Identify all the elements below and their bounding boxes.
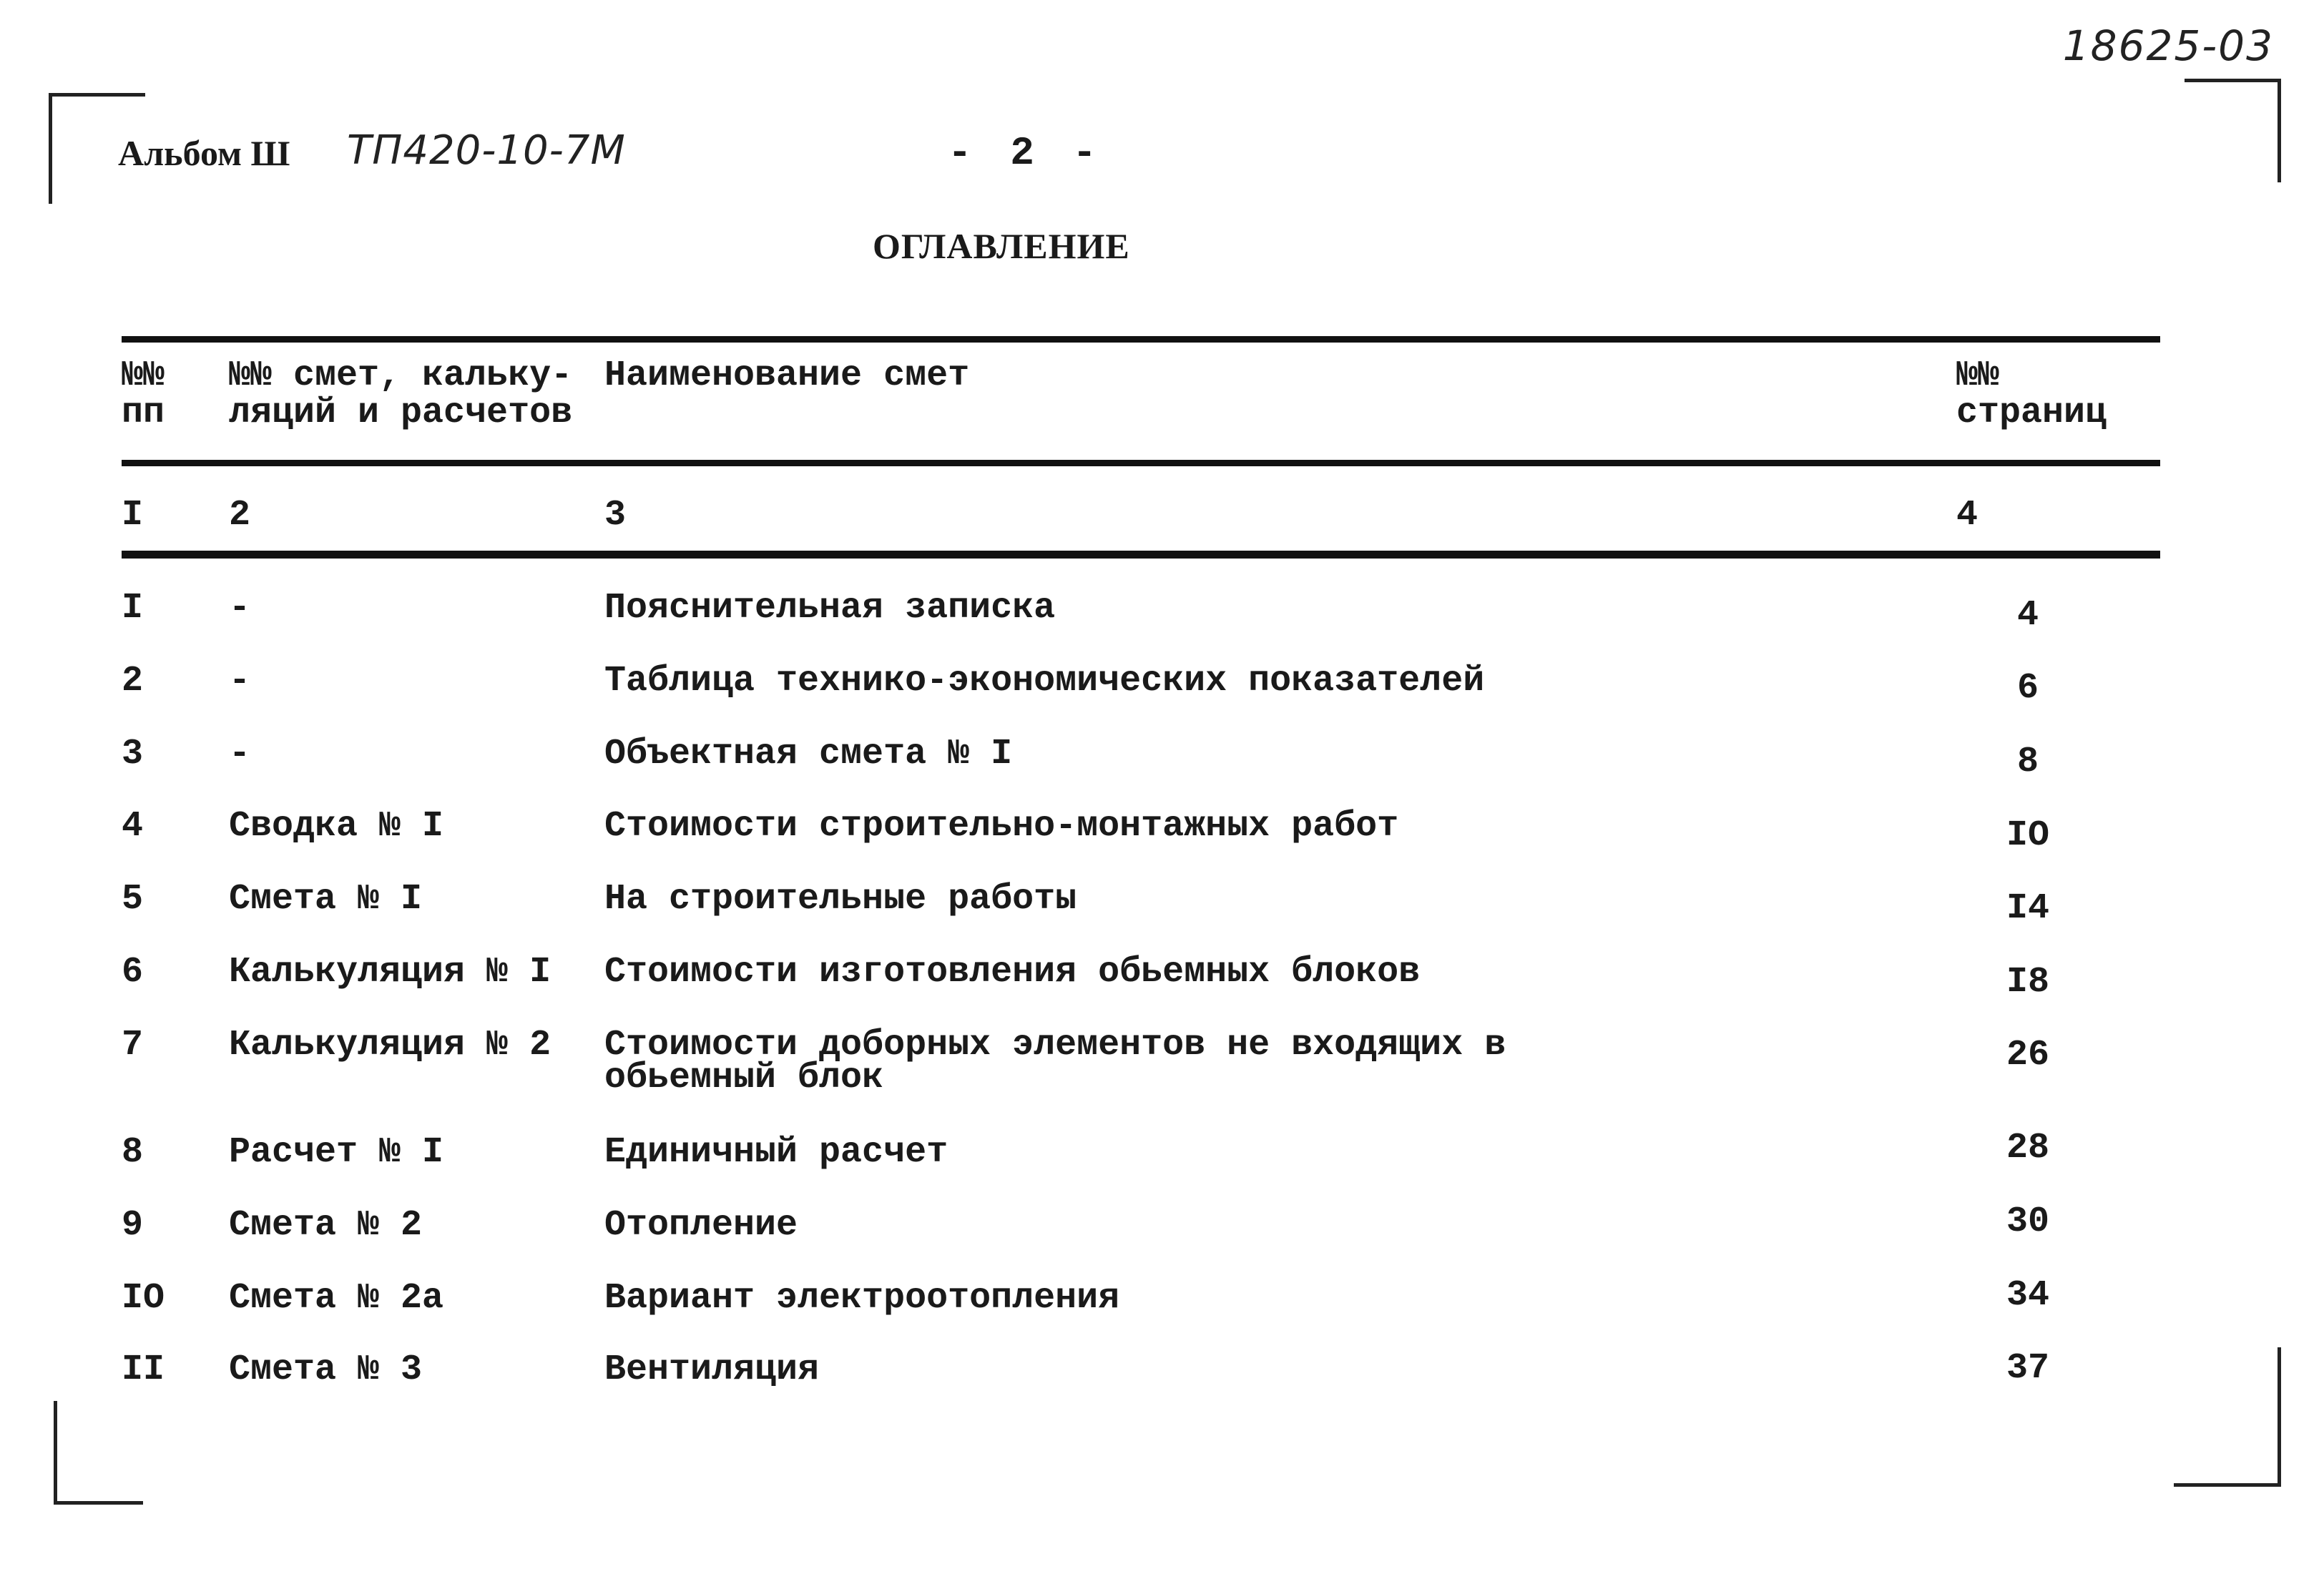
row-code: - bbox=[229, 661, 251, 702]
table-index-rule bbox=[122, 551, 2160, 559]
frame-corner-bottom-right bbox=[2174, 1347, 2281, 1487]
document-title: ОГЛАВЛЕНИЕ bbox=[873, 226, 1130, 266]
frame-corner-top-right bbox=[2185, 79, 2281, 182]
column-header-pp: №№ пп bbox=[122, 355, 165, 433]
row-name: Вентиляция bbox=[604, 1349, 820, 1390]
frame-corner-bottom-left bbox=[54, 1401, 143, 1505]
row-code: Смета № 3 bbox=[229, 1349, 423, 1390]
row-pp: II bbox=[122, 1349, 165, 1390]
row-page: 28 bbox=[2006, 1128, 2049, 1169]
row-code: Расчет № I bbox=[229, 1132, 444, 1173]
project-code: ТП420-10-7М bbox=[347, 127, 626, 174]
row-page: 30 bbox=[2006, 1201, 2049, 1242]
row-pp: IO bbox=[122, 1278, 165, 1319]
row-code: Калькуляция № 2 bbox=[229, 1025, 551, 1066]
row-page: IO bbox=[2006, 815, 2049, 856]
row-page: 26 bbox=[2006, 1035, 2049, 1076]
row-pp: 6 bbox=[122, 952, 144, 993]
row-page: I4 bbox=[2006, 888, 2049, 929]
row-code: Смета № 2 bbox=[229, 1205, 423, 1246]
row-name: Стоимости строительно-монтажных работ bbox=[604, 806, 1399, 847]
column-number-3: 3 bbox=[604, 495, 627, 536]
row-name: Таблица технико-экономических показателей bbox=[604, 661, 1485, 702]
row-code: - bbox=[229, 734, 251, 774]
row-pp: I bbox=[122, 588, 144, 629]
archive-number: 18625-03 bbox=[2062, 21, 2274, 70]
row-name: Отопление bbox=[604, 1205, 798, 1246]
row-name: Единичный расчет bbox=[604, 1132, 948, 1173]
column-number-2: 2 bbox=[229, 495, 251, 536]
row-pp: 2 bbox=[122, 661, 144, 702]
row-name: На строительные работы bbox=[604, 879, 1077, 920]
row-name: Объектная смета № I bbox=[604, 734, 1013, 774]
column-number-1: I bbox=[122, 495, 144, 536]
table-top-rule bbox=[122, 336, 2160, 343]
row-page: 4 bbox=[2016, 595, 2039, 636]
row-page: 34 bbox=[2006, 1275, 2049, 1316]
row-page: 8 bbox=[2016, 742, 2039, 782]
page-number: - 2 - bbox=[948, 130, 1104, 176]
row-pp: 5 bbox=[122, 879, 144, 920]
row-pp: 8 bbox=[122, 1132, 144, 1173]
row-page: 6 bbox=[2016, 668, 2039, 709]
row-name: Пояснительная записка bbox=[604, 588, 1056, 629]
column-header-page: №№ страниц bbox=[1956, 355, 2107, 433]
row-name: Вариант электроотопления bbox=[604, 1278, 1120, 1319]
row-code: Сводка № I bbox=[229, 806, 444, 847]
row-pp: 7 bbox=[122, 1025, 144, 1066]
row-page: 37 bbox=[2006, 1348, 2049, 1389]
row-code: Смета № 2а bbox=[229, 1278, 444, 1319]
column-header-code: №№ смет, кальку- ляций и расчетов bbox=[229, 355, 573, 433]
row-code: - bbox=[229, 588, 251, 629]
row-name: Стоимости изготовления обьемных блоков bbox=[604, 952, 1421, 993]
row-page: I8 bbox=[2006, 962, 2049, 1003]
row-pp: 4 bbox=[122, 806, 144, 847]
column-number-4: 4 bbox=[1956, 495, 1979, 536]
column-header-name: Наименование смет bbox=[604, 355, 970, 396]
table-header-rule bbox=[122, 460, 2160, 466]
row-code: Калькуляция № I bbox=[229, 952, 551, 993]
album-label: Альбом Ш bbox=[118, 133, 290, 173]
row-pp: 9 bbox=[122, 1205, 144, 1246]
row-name: Стоимости доборных элементов не входящих в обьемный блок bbox=[604, 1025, 1506, 1098]
row-pp: 3 bbox=[122, 734, 144, 774]
row-code: Смета № I bbox=[229, 879, 423, 920]
